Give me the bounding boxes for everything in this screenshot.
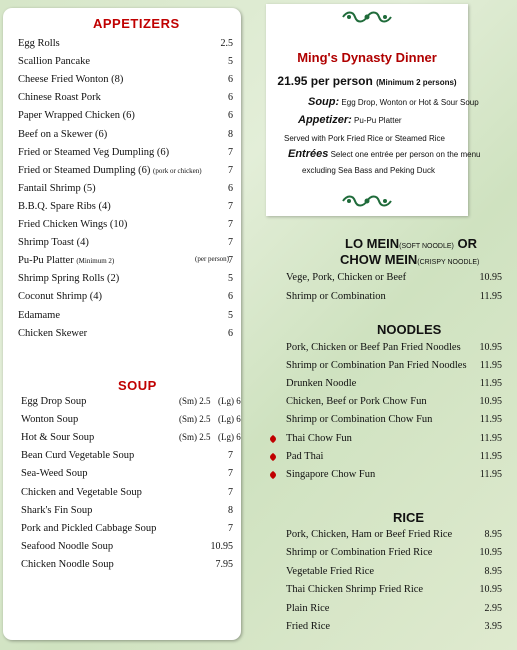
menu-item bbox=[21, 505, 233, 521]
item-price: 7 bbox=[228, 522, 233, 534]
item-name-text: Paper Wrapped Chicken (6) bbox=[18, 110, 135, 122]
menu-item bbox=[18, 165, 233, 181]
item-price: 8 bbox=[228, 504, 233, 516]
item-name-text: Beef on a Skewer (6) bbox=[18, 128, 108, 140]
dinner-title: Ming's Dynasty Dinner bbox=[297, 50, 437, 65]
item-price: 5 bbox=[228, 309, 233, 321]
item-name-text: Chinese Roast Pork bbox=[18, 92, 101, 104]
menu-item bbox=[270, 547, 502, 563]
menu-item bbox=[18, 129, 233, 145]
menu-item bbox=[18, 237, 233, 253]
menu-item bbox=[270, 291, 502, 307]
menu-item bbox=[18, 56, 233, 72]
menu-item bbox=[270, 566, 502, 582]
dinner-soup: Soup: Egg Drop, Wonton or Hot & Sour Soup bbox=[308, 96, 479, 108]
item-price: 5 bbox=[228, 56, 233, 68]
item-name-text: Pu-Pu Platter bbox=[18, 255, 74, 267]
dinner-served-with: Served with Pork Fried Rice or Steamed Rice bbox=[284, 134, 445, 143]
item-name: Hot & Sour Soup bbox=[21, 432, 95, 444]
item-price: 10.95 bbox=[479, 547, 502, 559]
item-name: Shrimp or Combination Chow Fun bbox=[286, 414, 433, 426]
item-name-text: Chicken Skewer bbox=[18, 327, 88, 339]
menu-item bbox=[18, 74, 233, 90]
menu-item bbox=[18, 291, 233, 307]
item-price: 7 bbox=[228, 237, 233, 249]
menu-item bbox=[270, 621, 502, 637]
menu-item bbox=[18, 38, 233, 54]
dinner-price: 21.95 per person (Minimum 2 persons) bbox=[277, 74, 457, 88]
item-name-text: Cheese Fried Wonton (8) bbox=[18, 74, 124, 86]
chowmein-title: CHOW MEIN(CRISPY NOODLE) bbox=[340, 252, 480, 267]
dinner-entrees-note: excluding Sea Bass and Peking Duck bbox=[302, 166, 435, 175]
left-menu-panel bbox=[3, 8, 241, 640]
item-price: 7 bbox=[228, 146, 233, 158]
item-note: (Minimum 2) bbox=[76, 257, 115, 266]
item-note: (per person) bbox=[195, 255, 230, 264]
item-name: Bean Curd Vegetable Soup bbox=[21, 450, 135, 462]
menu-item bbox=[21, 414, 241, 430]
item-name bbox=[18, 201, 111, 212]
item-name-text: Edamame bbox=[18, 309, 60, 321]
menu-item bbox=[270, 603, 502, 619]
item-price: 7 bbox=[228, 450, 233, 462]
item-name-text: Shrimp Toast (4) bbox=[18, 237, 89, 249]
menu-item bbox=[21, 468, 233, 484]
noodles-title: NOODLES bbox=[377, 322, 442, 337]
item-name: Plain Rice bbox=[286, 602, 330, 614]
menu-item bbox=[270, 433, 502, 449]
item-name: Chicken and Vegetable Soup bbox=[21, 486, 142, 498]
menu-item bbox=[21, 450, 233, 466]
menu-item bbox=[21, 541, 233, 557]
menu-item bbox=[18, 310, 233, 326]
item-price: 10.95 bbox=[210, 540, 233, 552]
item-price: 6 bbox=[228, 110, 233, 122]
item-name bbox=[18, 147, 169, 158]
menu-item bbox=[270, 469, 502, 485]
item-note: (pork or chicken) bbox=[153, 166, 202, 175]
menu-item bbox=[270, 272, 502, 288]
menu-item bbox=[18, 273, 233, 289]
item-name bbox=[18, 92, 101, 103]
item-name-text: Coconut Shrimp (4) bbox=[18, 291, 102, 303]
item-name: Pad Thai bbox=[286, 450, 324, 462]
chili-icon bbox=[269, 452, 277, 460]
item-name: Drunken Noodle bbox=[286, 378, 357, 390]
item-price-large: (Lg) 6 bbox=[218, 432, 241, 443]
item-name: Pork and Pickled Cabbage Soup bbox=[21, 522, 157, 534]
item-name bbox=[18, 183, 96, 194]
dinner-appetizer: Appetizer: Pu-Pu Platter bbox=[298, 114, 402, 126]
item-name: Egg Drop Soup bbox=[21, 396, 87, 407]
item-price: 10.95 bbox=[479, 584, 502, 596]
item-name bbox=[18, 110, 135, 121]
menu-item bbox=[270, 451, 502, 467]
item-name: Shrimp or Combination Pan Fried Noodles bbox=[286, 360, 467, 372]
item-price: 11.95 bbox=[479, 360, 502, 372]
item-price-small: (Sm) 2.5 bbox=[179, 432, 211, 443]
item-name bbox=[18, 56, 90, 67]
item-price: 7 bbox=[228, 200, 233, 212]
item-price: 7 bbox=[228, 486, 233, 498]
menu-item bbox=[21, 432, 241, 448]
rice-title: RICE bbox=[393, 510, 425, 525]
item-name: Pork, Chicken, Ham or Beef Fried Rice bbox=[286, 529, 453, 540]
item-name: Shrimp or Combination Fried Rice bbox=[286, 547, 433, 559]
chili-icon bbox=[269, 470, 277, 478]
menu-item bbox=[270, 529, 502, 545]
chili-icon bbox=[269, 434, 277, 442]
item-name bbox=[18, 310, 60, 321]
item-price: 7.95 bbox=[215, 558, 233, 570]
item-price: 7 bbox=[228, 468, 233, 480]
appetizers-title: APPETIZERS bbox=[93, 16, 180, 31]
item-name: Singapore Chow Fun bbox=[286, 468, 376, 480]
item-price: 11.95 bbox=[479, 414, 502, 426]
menu-item bbox=[270, 378, 502, 394]
item-name bbox=[18, 291, 102, 302]
item-price-large: (Lg) 6 bbox=[218, 396, 241, 406]
menu-item bbox=[270, 396, 502, 412]
item-name: Shark's Fin Soup bbox=[21, 504, 93, 516]
item-price: 11.95 bbox=[479, 290, 502, 302]
menu-item bbox=[18, 110, 233, 126]
item-name: Chicken Noodle Soup bbox=[21, 558, 114, 570]
menu-item bbox=[270, 584, 502, 600]
item-name bbox=[18, 74, 123, 85]
item-price-small: (Sm) 2.5 bbox=[179, 396, 211, 406]
menu-item bbox=[270, 360, 502, 376]
menu-item bbox=[18, 183, 233, 199]
menu-item bbox=[18, 201, 233, 217]
item-price: 11.95 bbox=[479, 378, 502, 390]
item-name bbox=[18, 273, 119, 284]
item-name-text: Fried or Steamed Dumpling (6) bbox=[18, 164, 151, 176]
item-name bbox=[18, 255, 114, 266]
item-price: 11.95 bbox=[479, 468, 502, 480]
item-price: 6 bbox=[228, 327, 233, 339]
menu-item bbox=[18, 255, 233, 271]
soup-title: SOUP bbox=[118, 378, 157, 393]
dinner-special-box bbox=[266, 4, 481, 216]
item-name: Vegetable Fried Rice bbox=[286, 565, 375, 577]
item-name: Thai Chow Fun bbox=[286, 432, 352, 444]
item-price: 5 bbox=[228, 273, 233, 285]
menu-item bbox=[21, 487, 233, 503]
item-price: 2.95 bbox=[484, 602, 502, 614]
item-name: Shrimp or Combination bbox=[286, 290, 386, 302]
menu-item bbox=[18, 328, 233, 344]
ornament-icon bbox=[339, 10, 395, 24]
menu-item bbox=[270, 342, 502, 358]
item-name: Seafood Noodle Soup bbox=[21, 540, 114, 552]
item-price: 7 bbox=[228, 219, 233, 230]
item-name: Thai Chicken Shrimp Fried Rice bbox=[286, 584, 424, 596]
menu-item bbox=[18, 92, 233, 108]
item-price: 11.95 bbox=[479, 432, 502, 444]
item-price: 10.95 bbox=[479, 396, 502, 408]
item-price: 6 bbox=[228, 74, 233, 86]
item-name bbox=[18, 219, 127, 230]
item-name: Sea-Weed Soup bbox=[21, 468, 88, 480]
menu-item bbox=[18, 147, 233, 163]
item-name bbox=[18, 129, 107, 140]
item-name-text: Scallion Pancake bbox=[18, 56, 91, 68]
menu-item bbox=[21, 559, 233, 575]
item-price: 7 bbox=[228, 255, 233, 267]
item-name: Vege, Pork, Chicken or Beef bbox=[286, 272, 407, 283]
menu-item bbox=[21, 523, 233, 539]
item-price-large: (Lg) 6 bbox=[218, 414, 241, 425]
item-price-small: (Sm) 2.5 bbox=[179, 414, 211, 425]
item-price: 6 bbox=[228, 182, 233, 194]
item-name: Chicken, Beef or Pork Chow Fun bbox=[286, 396, 427, 408]
dinner-entrees: Entrées Select one entrée per person on the menu bbox=[288, 148, 481, 160]
item-price: 2.5 bbox=[220, 38, 233, 49]
item-price: 7 bbox=[228, 164, 233, 176]
item-name bbox=[18, 38, 60, 49]
item-name bbox=[18, 328, 87, 339]
item-name-text: Shrimp Spring Rolls (2) bbox=[18, 273, 120, 285]
item-name: Pork, Chicken or Beef Pan Fried Noodles bbox=[286, 342, 461, 353]
item-name-text: Fantail Shrimp (5) bbox=[18, 182, 96, 194]
ornament-icon bbox=[339, 194, 395, 208]
item-price: 8 bbox=[228, 128, 233, 140]
menu-item bbox=[21, 396, 241, 412]
item-price: 3.95 bbox=[484, 621, 502, 632]
item-name-text: Fried Chicken Wings (10) bbox=[18, 219, 128, 230]
item-price: 8.95 bbox=[484, 565, 502, 577]
item-name-text: B.B.Q. Spare Ribs (4) bbox=[18, 200, 111, 212]
item-name: Wonton Soup bbox=[21, 414, 79, 426]
item-name bbox=[18, 165, 202, 176]
item-price: 11.95 bbox=[479, 450, 502, 462]
menu-item bbox=[18, 219, 233, 235]
lomein-title: LO MEIN(SOFT NOODLE) OR bbox=[345, 236, 478, 251]
menu-item bbox=[270, 414, 502, 430]
item-price: 10.95 bbox=[479, 272, 502, 283]
item-price: 10.95 bbox=[479, 342, 502, 353]
item-name: Fried Rice bbox=[286, 621, 331, 632]
item-name-text: Egg Rolls bbox=[18, 38, 60, 49]
item-name bbox=[18, 237, 89, 248]
item-price: 6 bbox=[228, 291, 233, 303]
item-price: 6 bbox=[228, 92, 233, 104]
item-price: 8.95 bbox=[484, 529, 502, 540]
item-name-text: Fried or Steamed Veg Dumpling (6) bbox=[18, 146, 170, 158]
